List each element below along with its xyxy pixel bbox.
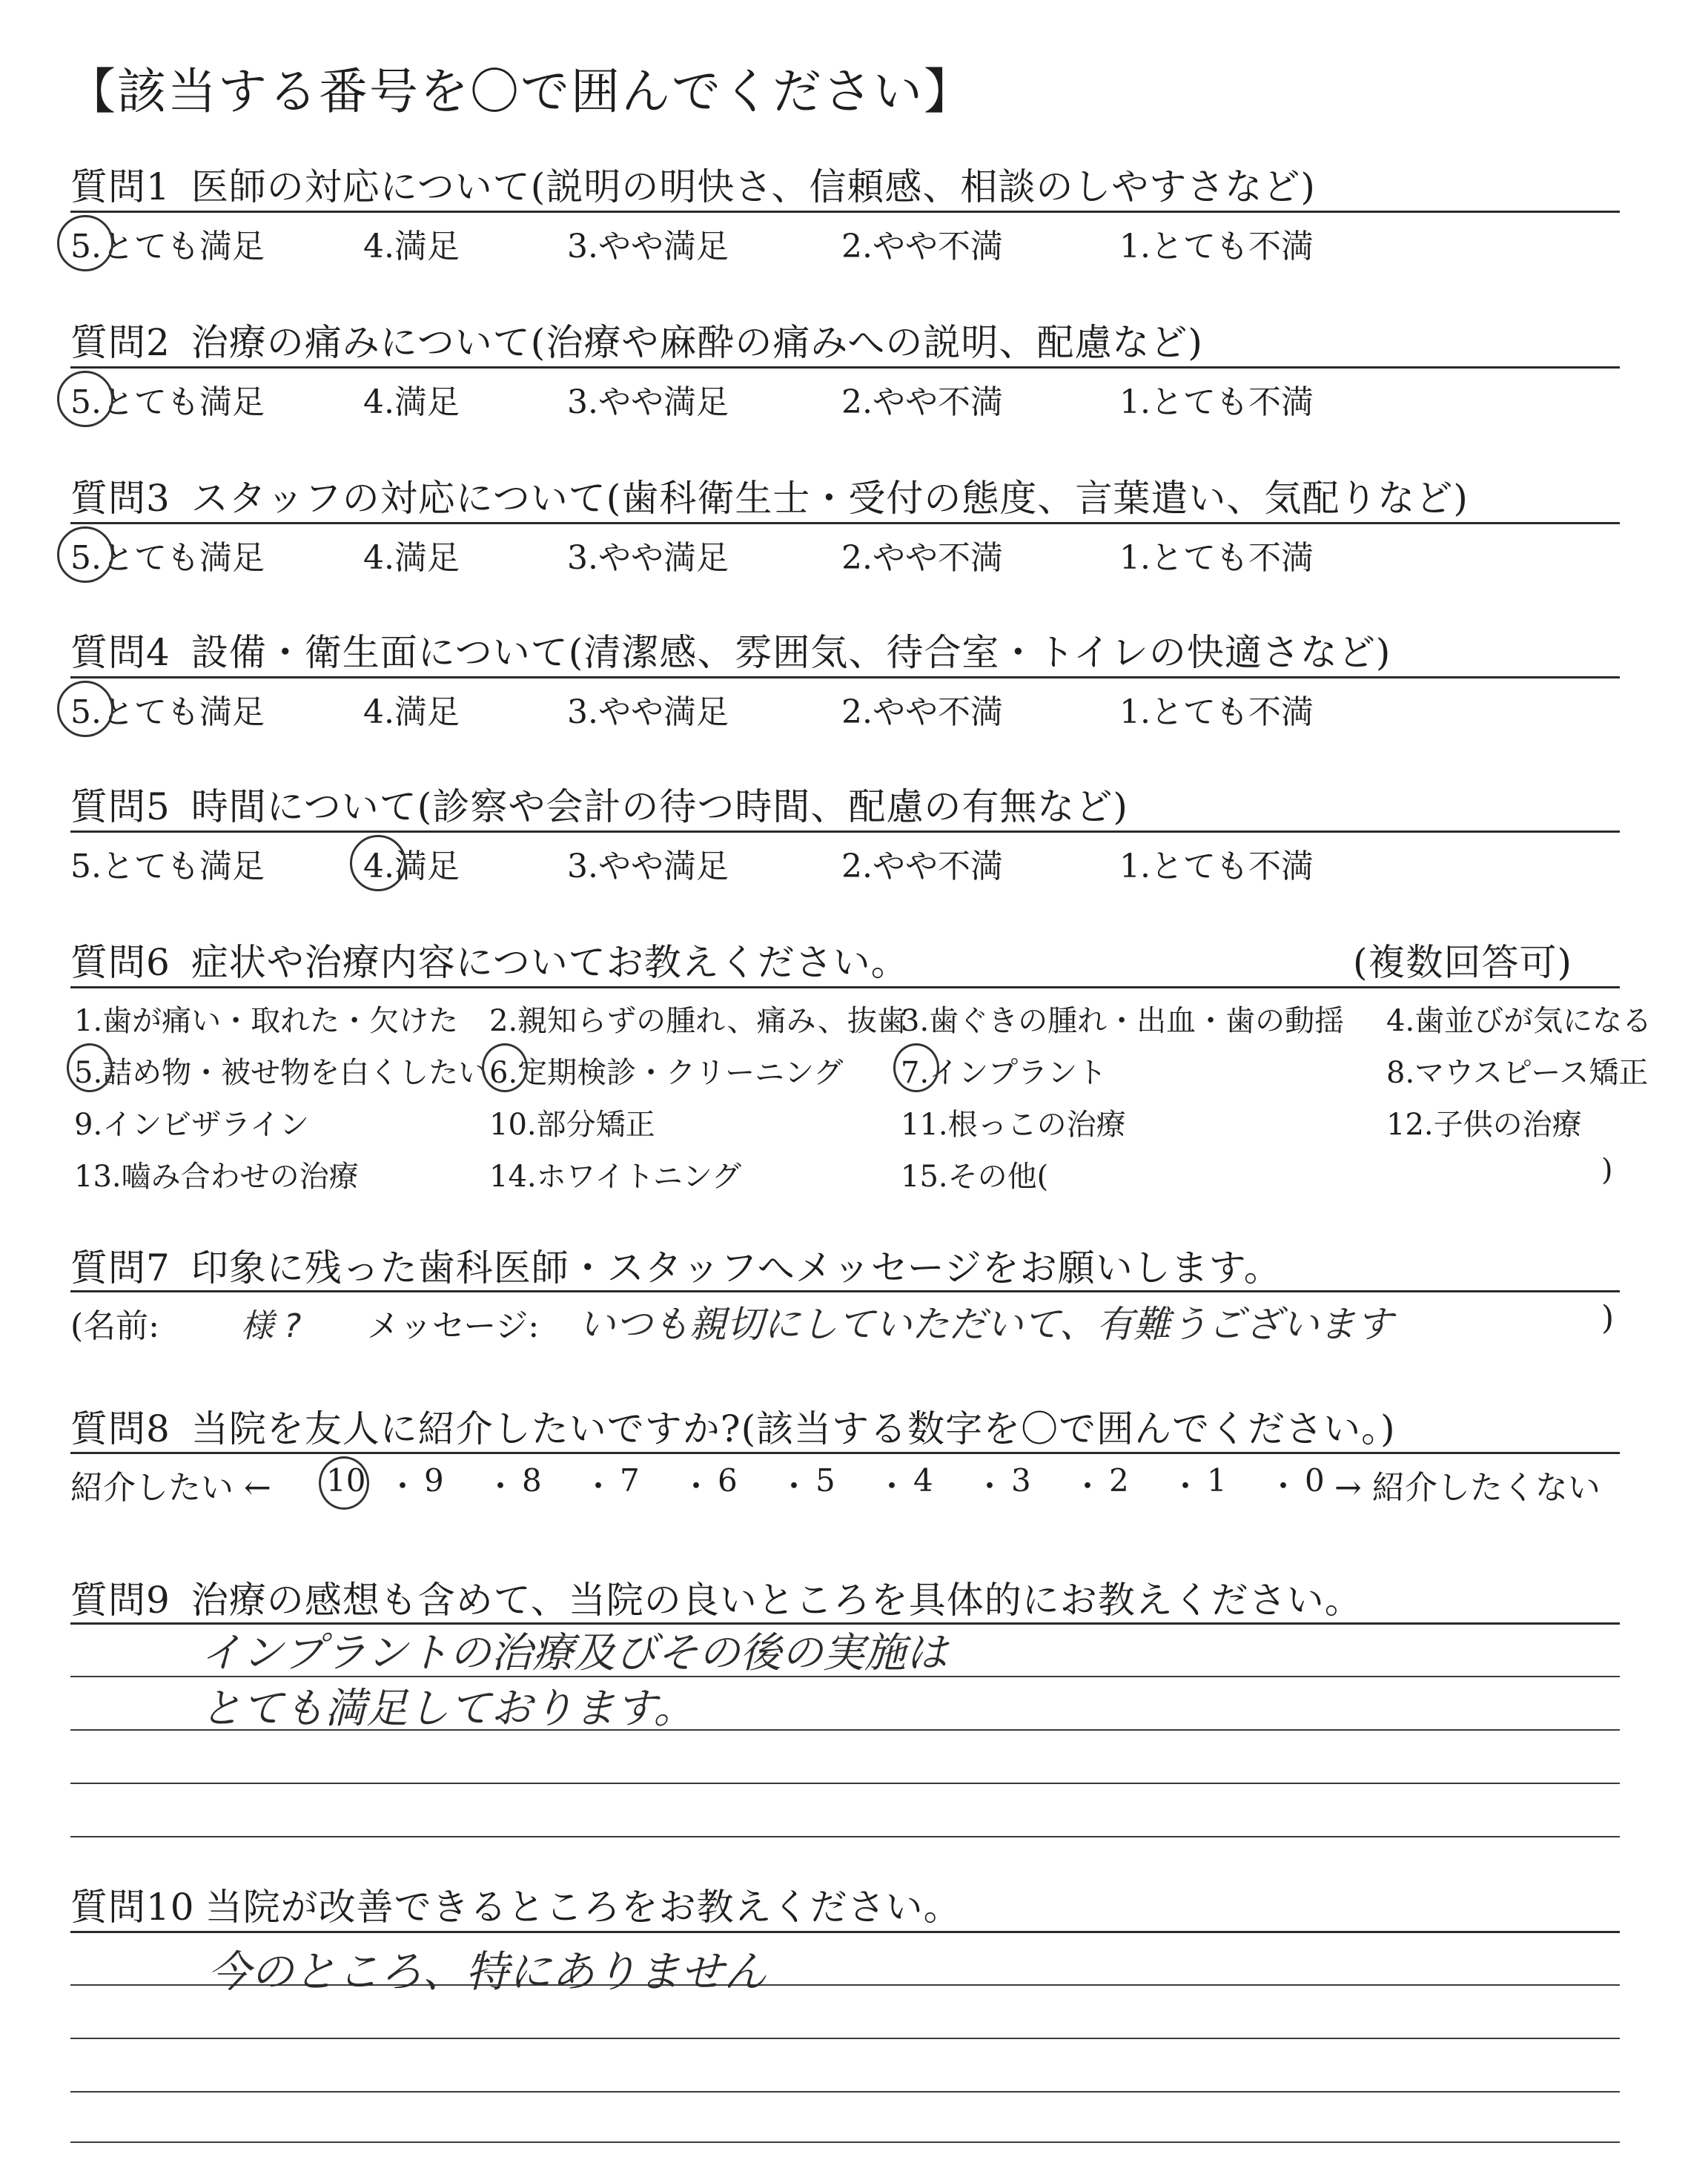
q9-number: 質問9 bbox=[70, 1579, 171, 1622]
q10-number: 質問10 bbox=[70, 1886, 195, 1929]
q5-title bbox=[70, 777, 1128, 830]
rating-option[interactable]: 4.満足 bbox=[363, 693, 460, 731]
q7-number: 質問7 bbox=[70, 1246, 171, 1289]
rating-option[interactable]: 2.やや不満 bbox=[841, 228, 1003, 265]
q4-title bbox=[70, 623, 1391, 676]
recommend-left-label: 紹介したい ← bbox=[70, 1469, 271, 1507]
scale-value[interactable]: 10 bbox=[326, 1462, 366, 1499]
symptom-option[interactable]: 9.インビザライン bbox=[74, 1108, 309, 1142]
rating-option[interactable]: 5.とても満足 bbox=[70, 539, 265, 577]
symptom-option[interactable]: 10.部分矯正 bbox=[489, 1108, 655, 1142]
q2-rule bbox=[70, 366, 1620, 369]
scale-value[interactable]: 9 bbox=[424, 1462, 444, 1499]
q9-answer-line bbox=[70, 1836, 1620, 1837]
symptom-option[interactable]: 1.歯が痛い・取れた・欠けた bbox=[74, 1004, 459, 1038]
q10-answer: 今のところ、特にありません bbox=[208, 1946, 767, 1997]
scale-separator: ・ bbox=[974, 1468, 1006, 1505]
selected-circle-mark bbox=[57, 681, 113, 737]
q4-number: 質問4 bbox=[70, 631, 171, 674]
q2-title bbox=[70, 313, 1203, 366]
rating-option[interactable]: 4.満足 bbox=[363, 383, 460, 421]
q6-text: 症状や治療内容についてお教えください。 bbox=[191, 941, 909, 984]
scale-separator: ・ bbox=[387, 1468, 419, 1505]
symptom-option[interactable]: 12.子供の治療 bbox=[1386, 1108, 1582, 1142]
scale-separator: ・ bbox=[485, 1468, 517, 1505]
message-close: ) bbox=[1601, 1299, 1615, 1337]
other-close-paren: ) bbox=[1601, 1153, 1613, 1187]
q7-title bbox=[70, 1238, 1282, 1292]
rating-option[interactable]: 4.満足 bbox=[363, 228, 460, 265]
q6-rule bbox=[70, 986, 1620, 988]
q1-text: 医師の対応について(説明の明快さ、信頼感、相談のしやすさなど) bbox=[191, 165, 1316, 208]
q8-text: 当院を友人に紹介したいですか?(該当する数字を〇で囲んでください。) bbox=[191, 1407, 1396, 1450]
scale-value[interactable]: 6 bbox=[718, 1462, 738, 1499]
rating-option[interactable]: 2.やや不満 bbox=[841, 539, 1003, 577]
rating-option[interactable]: 2.やや不満 bbox=[841, 693, 1003, 731]
symptom-option[interactable]: 2.親知らずの腫れ、痛み、抜歯 bbox=[489, 1004, 907, 1038]
q10-rule bbox=[70, 1931, 1620, 1933]
name-label: (名前: bbox=[70, 1307, 159, 1345]
rating-option[interactable]: 5.とても満足 bbox=[70, 383, 265, 421]
q7-text: 印象に残った歯科医師・スタッフへメッセージをお願いします。 bbox=[191, 1246, 1282, 1289]
rating-option[interactable]: 1.とても不満 bbox=[1119, 228, 1314, 265]
q5-number: 質問5 bbox=[70, 785, 171, 828]
q7-rule bbox=[70, 1290, 1620, 1292]
scale-value[interactable]: 0 bbox=[1305, 1462, 1325, 1499]
symptom-option[interactable]: 5.詰め物・被せ物を白くしたい bbox=[74, 1056, 489, 1090]
rating-option[interactable]: 3.やや満足 bbox=[567, 228, 729, 265]
q5-rule bbox=[70, 830, 1620, 833]
q3-number: 質問3 bbox=[70, 477, 171, 520]
rating-option[interactable]: 4.満足 bbox=[363, 848, 460, 885]
q9-title bbox=[70, 1571, 1363, 1624]
rating-option[interactable]: 5.とても満足 bbox=[70, 228, 265, 265]
scale-value[interactable]: 2 bbox=[1109, 1462, 1129, 1499]
q1-rule bbox=[70, 211, 1620, 213]
symptom-option[interactable]: 3.歯ぐきの腫れ・出血・歯の動揺 bbox=[901, 1004, 1345, 1038]
rating-option[interactable]: 1.とても不満 bbox=[1119, 693, 1314, 731]
q1-title bbox=[70, 157, 1316, 211]
q2-number: 質問2 bbox=[70, 321, 171, 364]
q3-text: スタッフの対応について(歯科衛生士・受付の態度、言葉遣い、気配りなど) bbox=[191, 477, 1469, 520]
rating-option[interactable]: 1.とても不満 bbox=[1119, 383, 1314, 421]
q6-note: (複数回答可) bbox=[1353, 941, 1573, 984]
q9-text: 治療の感想も含めて、当院の良いところを具体的にお教えください。 bbox=[191, 1579, 1363, 1622]
rating-option[interactable]: 5.とても満足 bbox=[70, 693, 265, 731]
q2-text: 治療の痛みについて(治療や麻酔の痛みへの説明、配慮など) bbox=[191, 321, 1203, 364]
selected-circle-mark bbox=[57, 371, 113, 427]
symptom-option[interactable]: 7.インプラント bbox=[901, 1056, 1108, 1090]
scale-value[interactable]: 4 bbox=[913, 1462, 933, 1499]
selected-circle-mark bbox=[67, 1043, 113, 1092]
q9-answer-2: とても満足しております。 bbox=[200, 1685, 695, 1733]
scale-separator: ・ bbox=[583, 1468, 615, 1505]
rating-option[interactable]: 4.満足 bbox=[363, 539, 460, 577]
scale-separator: ・ bbox=[1170, 1468, 1202, 1505]
symptom-option[interactable]: 14.ホワイトニング bbox=[489, 1160, 742, 1194]
q3-rule bbox=[70, 522, 1620, 524]
rating-option[interactable]: 1.とても不満 bbox=[1119, 539, 1314, 577]
recommend-right-label: → 紹介したくない bbox=[1334, 1469, 1601, 1507]
symptom-option[interactable]: 15.その他( bbox=[901, 1160, 1049, 1194]
q10-answer-line bbox=[70, 2141, 1620, 2143]
scale-separator: ・ bbox=[681, 1468, 712, 1505]
rating-option[interactable]: 3.やや満足 bbox=[567, 848, 729, 885]
q9-answer-1: インプラントの治療及びその後の実施は bbox=[200, 1629, 947, 1677]
scale-separator: ・ bbox=[778, 1468, 810, 1505]
q1-number: 質問1 bbox=[70, 165, 171, 208]
q10-answer-line bbox=[70, 2091, 1620, 2093]
rating-option[interactable]: 1.とても不満 bbox=[1119, 848, 1314, 885]
q8-number: 質問8 bbox=[70, 1407, 171, 1450]
message-label: メッセージ: bbox=[367, 1307, 540, 1345]
q8-rule bbox=[70, 1452, 1620, 1454]
q10-answer-line bbox=[70, 2038, 1620, 2039]
q8-title bbox=[70, 1399, 1396, 1453]
q10-text: 当院が改善できるところをお教えください。 bbox=[205, 1886, 961, 1929]
q3-title bbox=[70, 469, 1469, 522]
q6-number: 質問6 bbox=[70, 941, 171, 984]
selected-circle-mark bbox=[57, 215, 113, 271]
q5-text: 時間について(診察や会計の待つ時間、配慮の有無など) bbox=[191, 785, 1128, 828]
scale-value[interactable]: 3 bbox=[1011, 1462, 1031, 1499]
scale-value[interactable]: 1 bbox=[1207, 1462, 1227, 1499]
selected-circle-mark bbox=[893, 1043, 939, 1092]
name-value: 様 ? bbox=[241, 1307, 302, 1345]
q10-title bbox=[70, 1877, 961, 1931]
symptom-option[interactable]: 4.歯並びが気になる bbox=[1386, 1004, 1652, 1038]
scale-value[interactable]: 7 bbox=[620, 1462, 640, 1499]
q9-answer-line bbox=[70, 1783, 1620, 1784]
selected-circle-mark bbox=[319, 1456, 369, 1510]
rating-option[interactable]: 3.やや満足 bbox=[567, 693, 729, 731]
q4-rule bbox=[70, 676, 1620, 678]
rating-option[interactable]: 2.やや不満 bbox=[841, 848, 1003, 885]
scale-separator: ・ bbox=[1268, 1468, 1300, 1505]
symptom-option[interactable]: 13.嚙み合わせの治療 bbox=[74, 1160, 359, 1194]
selected-circle-mark bbox=[57, 526, 113, 583]
rating-option[interactable]: 2.やや不満 bbox=[841, 383, 1003, 421]
selected-circle-mark bbox=[350, 835, 406, 891]
form-header: 【該当する番号を〇で囲んでください】 bbox=[67, 63, 974, 120]
scale-value[interactable]: 5 bbox=[815, 1462, 835, 1499]
scale-separator: ・ bbox=[1072, 1468, 1104, 1505]
symptom-option[interactable]: 6.定期検診・クリーニング bbox=[489, 1056, 844, 1090]
selected-circle-mark bbox=[482, 1043, 528, 1092]
scale-separator: ・ bbox=[876, 1468, 908, 1505]
symptom-option[interactable]: 11.根っこの治療 bbox=[901, 1108, 1126, 1142]
message-value: いつも親切にしていただいて、有難うございます bbox=[578, 1303, 1393, 1346]
rating-option[interactable]: 3.やや満足 bbox=[567, 383, 729, 421]
rating-option[interactable]: 3.やや満足 bbox=[567, 539, 729, 577]
rating-option[interactable]: 5.とても満足 bbox=[70, 848, 265, 885]
symptom-option[interactable]: 8.マウスピース矯正 bbox=[1386, 1056, 1649, 1090]
q4-text: 設備・衛生面について(清潔感、雰囲気、待合室・トイレの快適さなど) bbox=[191, 631, 1391, 674]
scale-value[interactable]: 8 bbox=[522, 1462, 542, 1499]
q6-title bbox=[70, 933, 909, 986]
